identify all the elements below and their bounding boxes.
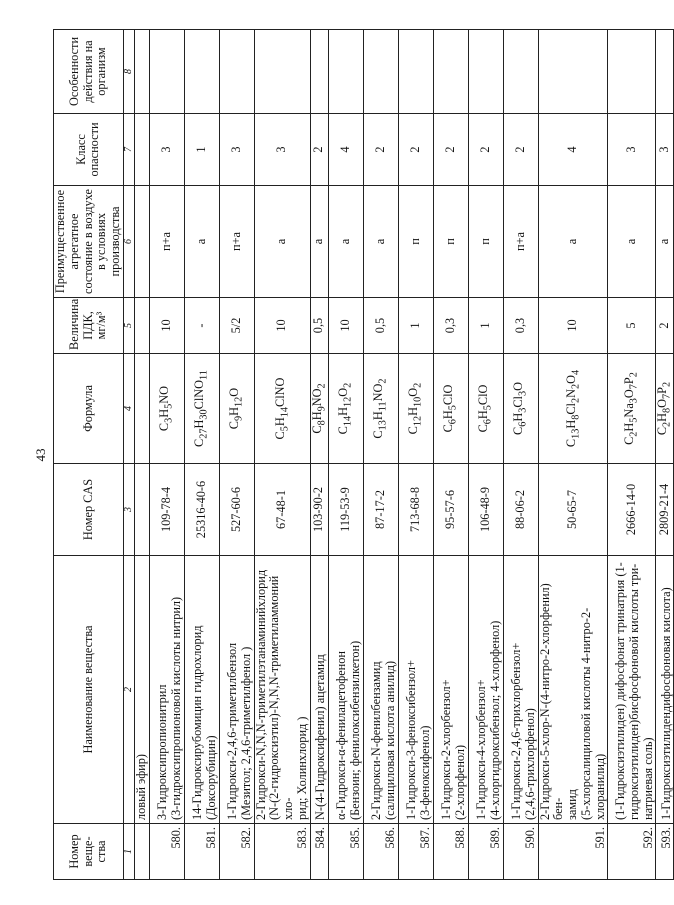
cell-cas: 25316-40-6	[184, 464, 219, 556]
cell-number: 591.	[538, 824, 608, 880]
header-state: Преимущественное агрегатное состояние в воздухе в условиях производства	[54, 186, 124, 298]
header-pdk	[54, 298, 124, 354]
cell-cas: 103-90-2	[310, 464, 328, 556]
cell-pdk: 5/2	[219, 298, 254, 354]
name-line: 1-Гидрокси-2,4,6-трихлорбензол+	[509, 642, 524, 820]
table-row	[219, 30, 254, 880]
cell-number: 584.	[310, 824, 328, 880]
cell-effects	[219, 30, 254, 114]
cell-name	[363, 556, 398, 824]
cell-hazard: 1	[184, 114, 219, 186]
cell-cas: 67-48-1	[254, 464, 310, 556]
cell-state: а	[184, 186, 219, 298]
cell-formula: $C_5H_{14}ClNO$	[254, 354, 310, 464]
header-name: Наименование вещества	[54, 556, 124, 824]
name-line: N-(4-Гидроксифенил) ацетамид	[312, 654, 327, 820]
column-number: 5	[123, 298, 134, 354]
column-number: 6	[123, 186, 134, 298]
table-row	[398, 30, 433, 880]
cell-hazard: 3	[608, 114, 656, 186]
cell-cas: 527-60-6	[219, 464, 254, 556]
name-line: гидроксиэтилиден)бисфосфоновой кислоты три-	[626, 563, 641, 820]
name-line: 14-Гидроксирубомицин гидрохлорид	[190, 625, 205, 820]
cell-cas: 87-17-2	[363, 464, 398, 556]
page-number: 43	[33, 448, 48, 462]
cell-effects	[134, 30, 149, 114]
cell-effects	[656, 30, 674, 114]
cell-pdk: 2	[656, 298, 674, 354]
cell-pdk: 1	[398, 298, 433, 354]
cell-name: ловый эфир)	[134, 556, 149, 824]
header-pdk-line: мг/м³	[94, 311, 109, 340]
cell-number: 582.	[219, 824, 254, 880]
cell-number: 590.	[503, 824, 538, 880]
cell-pdk: 0,5	[363, 298, 398, 354]
column-number: 1	[123, 824, 134, 880]
cell-pdk: 10	[149, 298, 184, 354]
name-line: (Мезитол; 2,4,6-триметилфенол )	[238, 646, 253, 820]
cell-cas: 95-57-6	[433, 464, 468, 556]
cell-formula: $C_{14}H_{12}O_2$	[328, 354, 363, 464]
cell-pdk: 10	[254, 298, 310, 354]
table-row	[656, 30, 674, 880]
cell-hazard: 3	[219, 114, 254, 186]
cell-cas	[134, 464, 149, 556]
name-line: 1-Гидрокси-4-хлорбензол+	[474, 679, 489, 820]
column-number: 2	[123, 556, 134, 824]
name-line: 2-Гидрокси-N,N,N-триметилэтанаминийхлорид	[253, 569, 268, 820]
header-number: Номер веще-ства	[54, 824, 124, 880]
cell-hazard: 2	[398, 114, 433, 186]
name-line: хлоранилид)	[592, 753, 607, 820]
name-line: α-Гидрокси-α-фенилацетофенон	[334, 651, 349, 820]
cell-number	[134, 824, 149, 880]
cell-name	[398, 556, 433, 824]
table-row	[149, 30, 184, 880]
cell-name	[656, 556, 674, 824]
cell-pdk	[134, 298, 149, 354]
cell-name	[219, 556, 254, 824]
cell-pdk: 10	[538, 298, 608, 354]
cell-state: а	[328, 186, 363, 298]
cell-name	[184, 556, 219, 824]
cell-formula: $C_6H_3Cl_3O$	[503, 354, 538, 464]
cell-formula: $C_{13}H_8Cl_2N_2O_4$	[538, 354, 608, 464]
column-numbers-row	[123, 30, 134, 880]
cell-formula: $C_9H_{12}O$	[219, 354, 254, 464]
cell-name	[149, 556, 184, 824]
table-body	[134, 30, 674, 880]
name-line: (салициловая кислота анилид)	[382, 660, 397, 820]
header-row	[54, 30, 124, 880]
cell-pdk: 5	[608, 298, 656, 354]
column-number: 8	[123, 30, 134, 114]
cell-number: 589.	[468, 824, 503, 880]
table-row	[468, 30, 503, 880]
table-row	[310, 30, 328, 880]
name-line: (2,4,6-трихлорфенол)	[522, 708, 537, 820]
cell-formula: $C_2H_5Na_3O_7P_2$	[608, 354, 656, 464]
cell-formula: $C_{13}H_{11}NO_2$	[363, 354, 398, 464]
table-row	[184, 30, 219, 880]
cell-number: 585.	[328, 824, 363, 880]
cell-pdk: 1	[468, 298, 503, 354]
rotated-table-wrapper	[53, 30, 673, 880]
cell-name	[608, 556, 656, 824]
cell-name	[538, 556, 608, 824]
cell-effects	[328, 30, 363, 114]
cell-cas: 106-48-9	[468, 464, 503, 556]
cell-hazard: 3	[254, 114, 310, 186]
cell-formula: $C_{27}H_{30}ClNO_{11}$	[184, 354, 219, 464]
cell-state: п+а	[219, 186, 254, 298]
name-line: 1-Гидрокси-3-феноксибензол+	[404, 660, 419, 820]
cell-state: а	[310, 186, 328, 298]
table-row	[328, 30, 363, 880]
cell-pdk: 10	[328, 298, 363, 354]
name-line: (4-хлоргидроксибензол; 4-хлорфенол)	[487, 620, 502, 820]
cell-effects	[184, 30, 219, 114]
cell-number: 587.	[398, 824, 433, 880]
cell-state: п+а	[503, 186, 538, 298]
cell-pdk: -	[184, 298, 219, 354]
cell-effects	[468, 30, 503, 114]
cell-cas: 50-65-7	[538, 464, 608, 556]
cell-effects	[398, 30, 433, 114]
continuation-row	[134, 30, 149, 880]
cell-formula: $C_6H_5ClO$	[433, 354, 468, 464]
cell-effects	[254, 30, 310, 114]
cell-number: 588.	[433, 824, 468, 880]
table-row	[433, 30, 468, 880]
cell-effects	[149, 30, 184, 114]
cell-hazard: 2	[468, 114, 503, 186]
cell-formula	[134, 354, 149, 464]
name-line: (Доксорубицин)	[203, 735, 218, 820]
cell-number: 593.	[656, 824, 674, 880]
cell-name	[503, 556, 538, 824]
table-row	[254, 30, 310, 880]
cell-effects	[608, 30, 656, 114]
name-line: 1-Гидрокси-2,4,6-триметилбензол	[225, 642, 240, 820]
name-line: (5-хлорсалициловой кислоты 4-нитро-2-	[578, 607, 593, 820]
cell-effects	[363, 30, 398, 114]
cell-formula: $C_2H_8O_7P_2$	[656, 354, 674, 464]
table-row	[608, 30, 656, 880]
name-line: 1-Гидрокси-2-хлорбензол+	[439, 679, 454, 820]
cell-state: п	[468, 186, 503, 298]
cell-name	[433, 556, 468, 824]
cell-hazard: 2	[363, 114, 398, 186]
cell-state: а	[363, 186, 398, 298]
cell-state: а	[538, 186, 608, 298]
cell-number: 583.	[254, 824, 310, 880]
cell-state: а	[608, 186, 656, 298]
cell-cas: 2666-14-0	[608, 464, 656, 556]
name-line: рид; Холинхлорид )	[294, 716, 309, 820]
cell-cas: 109-78-4	[149, 464, 184, 556]
name-line: 3-Гидроксипропионитрил	[155, 684, 170, 820]
header-formula: Формула	[54, 354, 124, 464]
cell-effects	[433, 30, 468, 114]
name-line: (3-феноксифенол)	[417, 725, 432, 820]
cell-formula: $C_{12}H_{10}O_2$	[398, 354, 433, 464]
cell-name	[468, 556, 503, 824]
cell-state	[134, 186, 149, 298]
cell-hazard: 4	[538, 114, 608, 186]
name-line: (3-гидроксипропионовой кислоты нитрил)	[168, 596, 183, 820]
cell-state: п	[398, 186, 433, 298]
cell-hazard: 2	[433, 114, 468, 186]
cell-effects	[503, 30, 538, 114]
substances-table	[53, 29, 674, 880]
cell-state: п+а	[149, 186, 184, 298]
cell-hazard: 4	[328, 114, 363, 186]
header-cas: Номер CAS	[54, 464, 124, 556]
table-row	[363, 30, 398, 880]
cell-effects	[538, 30, 608, 114]
name-line: (Бензоин; фенилоксибензилкетон)	[347, 640, 362, 820]
cell-pdk: 0,3	[503, 298, 538, 354]
cell-cas: 88-06-2	[503, 464, 538, 556]
name-line: 2-Гидрокси-5-хлор-N-(4-нитро-2-хлорфенил) бен-	[537, 583, 566, 820]
cell-name	[328, 556, 363, 824]
name-line: 1-Гидроксиэтилидендифосфоновая кислота)	[658, 587, 673, 820]
name-line: (1-Гидроксиэтилиден) дифосфонат тринатрия (1-	[613, 562, 628, 820]
header-pdk-line: ПДК,	[80, 311, 95, 340]
name-line: (2-хлорфенол)	[452, 744, 467, 820]
cell-formula: $C_6H_5ClO$	[468, 354, 503, 464]
name-line: (N-(2-гидроксиэтил)-N,N,N-триметиламмоний хло-	[267, 575, 296, 820]
header-pdk-line: Величина	[66, 298, 81, 350]
cell-hazard: 2	[503, 114, 538, 186]
name-line: замид	[565, 789, 580, 820]
header-effects: Особенности действия на организм	[54, 30, 124, 114]
cell-state: п	[433, 186, 468, 298]
cell-name	[310, 556, 328, 824]
cell-number: 581.	[184, 824, 219, 880]
cell-number: 580.	[149, 824, 184, 880]
cell-hazard	[134, 114, 149, 186]
column-number: 7	[123, 114, 134, 186]
cell-state: а	[254, 186, 310, 298]
cell-pdk: 0,3	[433, 298, 468, 354]
table-row	[538, 30, 608, 880]
cell-hazard: 3	[656, 114, 674, 186]
cell-effects	[310, 30, 328, 114]
name-line: натриевая соль)	[640, 737, 655, 820]
table-row	[503, 30, 538, 880]
name-line: 2-Гидрокси-N-фенилбензамид	[369, 661, 384, 820]
column-number: 3	[123, 464, 134, 556]
cell-name	[254, 556, 310, 824]
cell-cas: 119-53-9	[328, 464, 363, 556]
cell-hazard: 2	[310, 114, 328, 186]
cell-formula: $C_3H_5NO$	[149, 354, 184, 464]
cell-cas: 2809-21-4	[656, 464, 674, 556]
cell-state: а	[656, 186, 674, 298]
cell-number: 586.	[363, 824, 398, 880]
cell-number: 592.	[608, 824, 656, 880]
cell-hazard: 3	[149, 114, 184, 186]
cell-formula: $C_8H_9NO_2$	[310, 354, 328, 464]
cell-pdk: 0,5	[310, 298, 328, 354]
header-hazard: Класс опасности	[54, 114, 124, 186]
column-number: 4	[123, 354, 134, 464]
cell-cas: 713-68-8	[398, 464, 433, 556]
